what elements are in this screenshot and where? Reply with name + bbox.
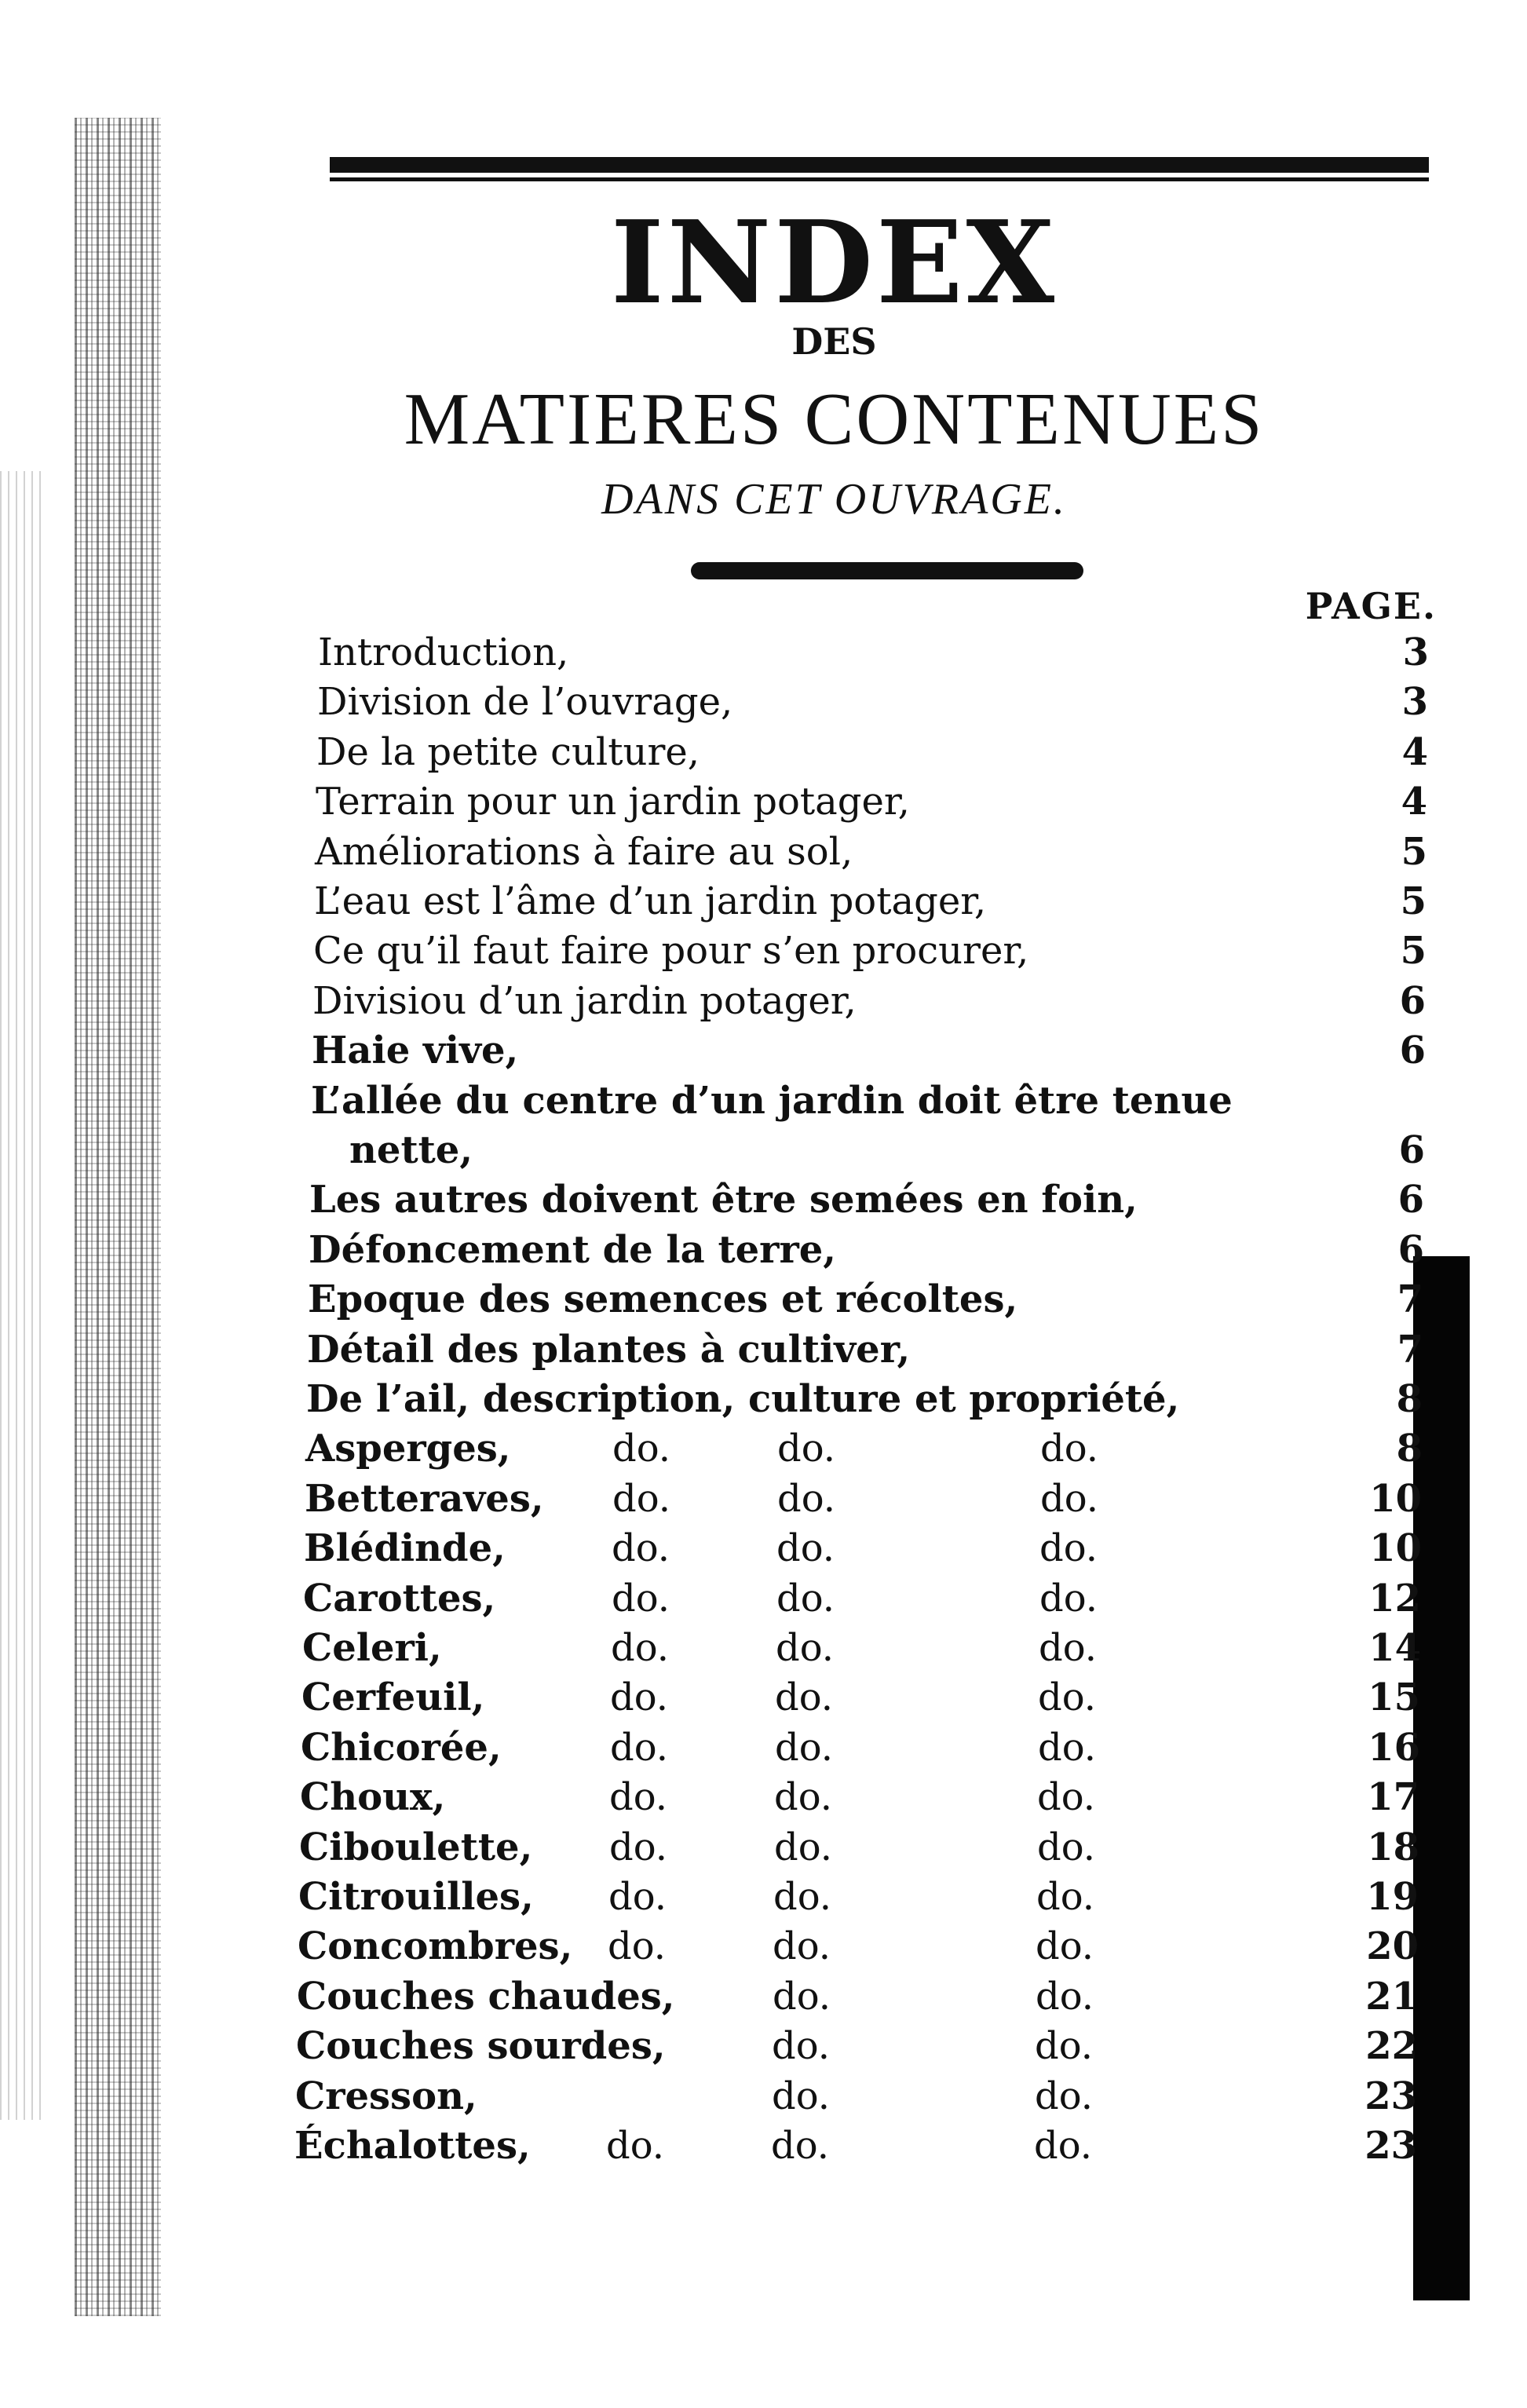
index-entry [0, 2121, 1527, 2170]
ditto-mark: do. [610, 1726, 669, 1770]
entry-label: Celeri, [302, 1626, 442, 1670]
ditto-mark: do. [1037, 1775, 1096, 1819]
index-entry [0, 1922, 1527, 1971]
entry-label: Ce qu’il faut faire pour s’en procurer, [313, 929, 1029, 973]
entry-page-number: 15 [1368, 1675, 1420, 1719]
ditto-mark: do. [1039, 1626, 1098, 1670]
index-entry [0, 1673, 1527, 1722]
ditto-mark: do. [1036, 1924, 1094, 1968]
ditto-mark: do. [612, 1477, 671, 1521]
index-entry [0, 1574, 1527, 1623]
index-entry [0, 1873, 1527, 1921]
index-entry [0, 2022, 1527, 2070]
entry-label: De l’ail, description, culture et propriété, [306, 1377, 1180, 1421]
ditto-mark: do. [1040, 1427, 1099, 1471]
index-entry [0, 1325, 1527, 1374]
ditto-mark: do. [776, 1526, 835, 1570]
entry-page-number: 7 [1397, 1328, 1423, 1372]
entry-label: L’allée du centre d’un jardin doit être tenue [311, 1079, 1233, 1123]
ditto-mark: do. [777, 1427, 836, 1471]
ditto-mark: do. [774, 1775, 833, 1819]
subtitle-dans: DANS CET OUVRAGE. [601, 475, 1067, 524]
ditto-mark: do. [773, 1975, 831, 2019]
entry-label: Couches chaudes, [297, 1975, 675, 2019]
subtitle-des: DES [791, 320, 877, 363]
entry-label: Concombres, [298, 1924, 573, 1968]
ditto-mark: do. [606, 2124, 665, 2168]
ditto-mark: do. [608, 1875, 667, 1919]
ditto-mark: do. [1040, 1477, 1099, 1521]
entry-page-number: 4 [1401, 780, 1427, 824]
entry-label: Citrouilles, [298, 1875, 534, 1919]
ditto-mark: do. [774, 1825, 833, 1869]
entry-label: Introduction, [318, 630, 569, 674]
index-entry [0, 1424, 1527, 1473]
ditto-mark: do. [609, 1825, 668, 1869]
index-entry [0, 628, 1527, 677]
ditto-mark: do. [1039, 1526, 1098, 1570]
entry-page-number: 18 [1367, 1825, 1419, 1869]
entry-label: Couches sourdes, [296, 2024, 666, 2068]
entry-page-number: 5 [1400, 929, 1427, 973]
entry-page-number: 12 [1368, 1577, 1421, 1621]
ditto-mark: do. [773, 1924, 831, 1968]
index-entry [0, 1226, 1527, 1274]
entry-label: Haie vive, [312, 1029, 519, 1072]
entry-page-number: 22 [1365, 2024, 1418, 2068]
index-entry [0, 1773, 1527, 1822]
entry-page-number: 21 [1365, 1975, 1418, 2019]
entry-page-number: 5 [1401, 830, 1427, 874]
entry-page-number: 14 [1368, 1626, 1421, 1670]
index-entry [0, 926, 1527, 975]
entry-page-number: 6 [1399, 1029, 1426, 1072]
index-entry [0, 2072, 1527, 2121]
index-entry [0, 777, 1527, 826]
entry-label: Défoncement de la terre, [309, 1228, 836, 1272]
ditto-mark: do. [612, 1427, 671, 1471]
entry-page-number: 10 [1369, 1477, 1422, 1521]
entry-page-number: 23 [1364, 2124, 1417, 2168]
entry-page-number: 6 [1397, 1228, 1424, 1272]
entry-label: Betteraves, [305, 1477, 544, 1521]
ditto-mark: do. [1038, 1675, 1097, 1719]
ditto-mark: do. [771, 2124, 830, 2168]
ditto-mark: do. [773, 1875, 832, 1919]
entry-page-number: 8 [1396, 1427, 1423, 1471]
index-entry [0, 728, 1527, 776]
entry-label: Échalottes, [294, 2124, 531, 2168]
entry-page-number: 6 [1398, 1128, 1425, 1172]
entry-label: Ciboulette, [299, 1825, 533, 1869]
ditto-mark: do. [609, 1775, 668, 1819]
entry-label: Epoque des semences et récoltes, [308, 1277, 1018, 1321]
index-entry [0, 828, 1527, 876]
ditto-mark: do. [1038, 1726, 1097, 1770]
ditto-mark: do. [775, 1726, 834, 1770]
index-entry [0, 1026, 1527, 1075]
entry-label: Divisiou d’un jardin potager, [312, 979, 857, 1023]
entry-label: De la petite culture, [316, 730, 700, 774]
entry-label: Chicorée, [301, 1726, 502, 1770]
entry-page-number: 5 [1400, 879, 1427, 923]
entry-page-number: 6 [1397, 1178, 1424, 1222]
entry-page-number: 3 [1402, 630, 1429, 674]
entry-label: Blédinde, [304, 1526, 506, 1570]
ditto-mark: do. [1036, 1875, 1095, 1919]
subtitle-matieres: MATIERES CONTENUES [404, 378, 1265, 460]
entry-label: Division de l’ouvrage, [317, 680, 733, 724]
entry-page-number: 10 [1369, 1526, 1422, 1570]
index-entry [0, 1076, 1527, 1125]
ditto-mark: do. [777, 1477, 836, 1521]
entry-label: Les autres doivent être semées en foin, [309, 1178, 1138, 1222]
index-entry [0, 1126, 1527, 1175]
ditto-mark: do. [608, 1924, 667, 1968]
ditto-mark: do. [612, 1577, 670, 1621]
ditto-mark: do. [1035, 2074, 1094, 2118]
index-entry [0, 1524, 1527, 1573]
ditto-mark: do. [772, 2024, 831, 2068]
entry-page-number: 3 [1401, 680, 1428, 724]
entry-label: nette, [349, 1128, 473, 1172]
entry-label: Terrain pour un jardin potager, [316, 780, 910, 824]
ditto-mark: do. [772, 2074, 831, 2118]
entry-page-number: 19 [1366, 1875, 1419, 1919]
entry-page-number: 23 [1364, 2074, 1417, 2118]
entry-page-number: 17 [1367, 1775, 1419, 1819]
ditto-mark: do. [1034, 2124, 1093, 2168]
entry-label: Cerfeuil, [301, 1675, 485, 1719]
ditto-mark: do. [1036, 1975, 1094, 2019]
ditto-mark: do. [611, 1626, 670, 1670]
entry-label: L’eau est l’âme d’un jardin potager, [314, 879, 987, 923]
ditto-mark: do. [1039, 1577, 1098, 1621]
index-entry [0, 1175, 1527, 1224]
index-entry [0, 1375, 1527, 1423]
entry-label: Choux, [300, 1775, 446, 1819]
entry-page-number: 16 [1368, 1726, 1420, 1770]
index-entry [0, 1972, 1527, 2021]
index-entry [0, 1823, 1527, 1872]
entry-label: Améliorations à faire au sol, [315, 830, 853, 874]
index-entry [0, 877, 1527, 926]
ditto-mark: do. [776, 1626, 835, 1670]
entry-label: Carottes, [303, 1577, 496, 1621]
ditto-mark: do. [610, 1675, 669, 1719]
entry-page-number: 6 [1399, 979, 1426, 1023]
index-entry [0, 678, 1527, 726]
index-entry [0, 1474, 1527, 1523]
index-entry [0, 977, 1527, 1025]
entry-label: Cresson, [295, 2074, 477, 2118]
index-entry [0, 1723, 1527, 1772]
entry-page-number: 20 [1366, 1924, 1419, 1968]
entry-label: Asperges, [305, 1427, 511, 1471]
page-column-header: PAGE. [1305, 585, 1437, 627]
ditto-mark: do. [612, 1526, 670, 1570]
entry-page-number: 4 [1401, 730, 1428, 774]
entry-page-number: 7 [1397, 1277, 1423, 1321]
page-title: INDEX [610, 196, 1058, 330]
entry-label: Détail des plantes à cultiver, [307, 1328, 911, 1372]
ditto-mark: do. [776, 1577, 835, 1621]
ditto-mark: do. [1037, 1825, 1096, 1869]
index-entry [0, 1275, 1527, 1324]
index-entry [0, 1624, 1527, 1672]
ditto-mark: do. [775, 1675, 834, 1719]
entry-page-number: 8 [1396, 1377, 1423, 1421]
ditto-mark: do. [1035, 2024, 1094, 2068]
